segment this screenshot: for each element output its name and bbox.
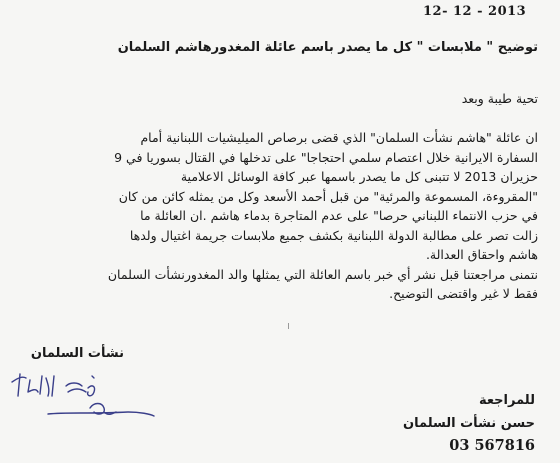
letter-subject: توضيح " ملابسات " كل ما يصدر باسم عائلة المغدورهاشم السلمان: [117, 40, 538, 55]
body-line: زالت تصر على مطالبة الدولة اللبنانية بكشف جميع ملابسات جريمة اغتيال ولدها: [129, 227, 538, 243]
scan-speck: [288, 323, 289, 329]
body-line: حزيران 2013 لا تتبنى كل ما يصدر باسمها عبر كافة الوسائل الاعلامية: [180, 169, 538, 184]
letter-date: 12- 12 - 2013: [423, 4, 527, 19]
handwritten-signature: [8, 370, 158, 432]
body-line: في حزب الانتماء اللبناني حرصا" على عدم المتاجرة بدماء هاشم .ان العائلة ما: [140, 208, 538, 223]
body-line: هاشم واحقاق العدالة.: [425, 247, 538, 262]
reference-phone: 03 567816: [449, 437, 535, 454]
signatory-name: نشأت السلمان: [30, 346, 124, 361]
letter-body: [18, 128, 538, 304]
body-line: السفارة الايرانية خلال اعتصام سلمي احتجاجا" على تدخلها في القتال بسوريا في 9: [114, 149, 538, 165]
body-line: ان عائلة "هاشم نشأت السلمان" الذي قضى برصاص الميليشيات اللبنانية أمام: [140, 130, 538, 145]
letter-greeting: تحية طيبة وبعد: [461, 91, 538, 106]
closing-line: فقط لا غير واقتضى التوضيح.: [389, 286, 538, 301]
reference-label: للمراجعة: [478, 393, 535, 408]
body-line: "المقروءة، المسموعة والمرئية" من قبل أحمد الأسعد وكل من يمثله كائن من كان: [118, 188, 538, 204]
reference-name: حسن نشأت السلمان: [403, 416, 535, 431]
closing-line: نتمنى مراجعتنا قبل نشر أي خبر باسم العائلة التي يمثلها والد المغدورنشأت السلمان: [107, 266, 538, 282]
